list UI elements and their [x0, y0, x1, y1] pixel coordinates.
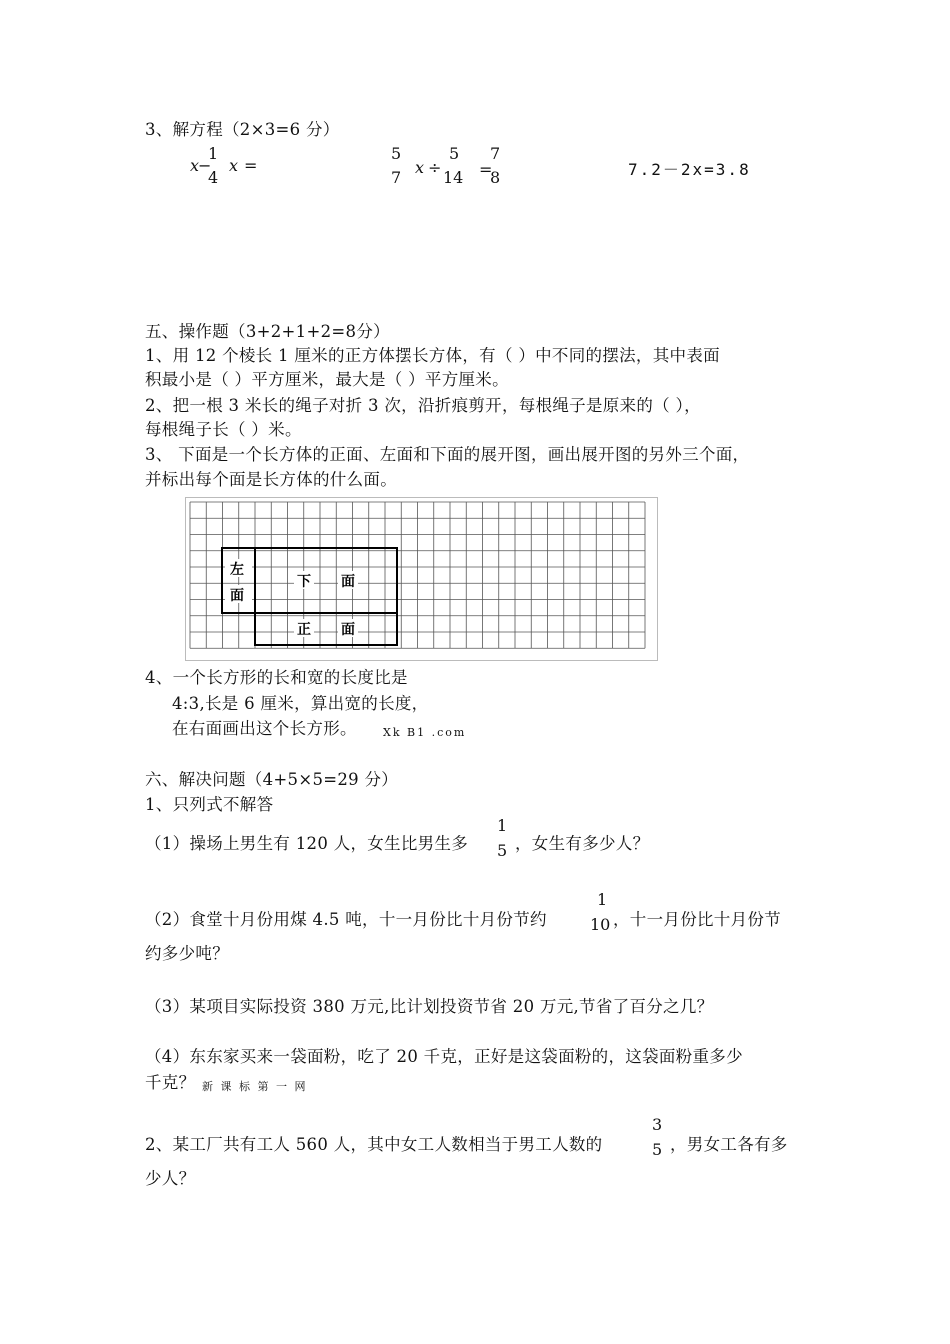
label-front-1: 正: [297, 622, 311, 638]
equation-3: 7.2－2x=3.8: [628, 160, 751, 179]
section5-title-score: 3+2+1+2=8: [245, 322, 357, 341]
label-bottom-1: 下: [297, 574, 311, 590]
eq2-x: x: [415, 158, 425, 177]
unfold-grid: [185, 497, 658, 661]
q6-1-2-pre: （2）食堂十月份用煤 4.5 吨，十一月份比十月份节约: [145, 910, 547, 929]
q6-1-2-num: 1: [597, 890, 608, 909]
q6-1-1-num: 1: [497, 816, 508, 835]
q6-2-line2: 少人？: [145, 1169, 196, 1188]
label-front-2: 面: [341, 622, 355, 638]
q6-2-den: 5: [652, 1140, 663, 1159]
eq1-equals: =: [244, 156, 258, 175]
label-bottom-2: 面: [341, 574, 355, 590]
q5-4-line3: 在右面画出这个长方形。: [172, 719, 357, 738]
eq2-den2: 14: [443, 168, 464, 187]
eq1-den: 4: [208, 168, 219, 187]
eq1-x2: x: [229, 156, 239, 175]
section5-title-post: 分）: [356, 322, 390, 341]
q6-2-num: 3: [652, 1115, 663, 1134]
q6-1-2-line2: 约多少吨？: [145, 944, 229, 963]
section5-title: [145, 318, 390, 342]
q6-1-4-line2: 千克？: [145, 1073, 196, 1092]
grid-border: [186, 498, 658, 661]
q5-3-line1: 3、 下面是一个长方体的正面、左面和下面的展开图，画出展开图的另外三个面，: [145, 445, 750, 464]
q6-1-2-post: ，十一月份比十月份节: [613, 910, 781, 929]
q6-1-2-den: 10: [590, 915, 611, 934]
eq2-num1: 5: [391, 144, 402, 163]
q6-1-sub: 1、只列式不解答: [145, 795, 274, 814]
q6-2-pre: 2、某工厂共有工人 560 人，其中女工人数相当于男工人数的: [145, 1135, 603, 1154]
section5-title-pre: 五、操作题（: [145, 322, 246, 341]
q6-1-1-pre: （1）操场上男生有 120 人，女生比男生多: [145, 834, 469, 853]
q6-1-1-post: ，女生有多少人？: [515, 834, 650, 853]
section6-title: 六、解决问题（4+5×5=29 分）: [145, 770, 399, 789]
q5-1-line1: 1、用 12 个棱长 1 厘米的正方体摆长方体，有（ ）中不同的摆法，其中表面: [145, 346, 720, 365]
q6-1-3: （3）某项目实际投资 380 万元,比计划投资节省 20 万元,节省了百分之几？: [145, 997, 714, 1016]
eq2-num2: 5: [449, 144, 460, 163]
q6-1-1-den: 5: [497, 841, 508, 860]
eq2-num3: 7: [490, 144, 501, 163]
q5-2-line1: 2、把一根 3 米长的绳子对折 3 次，沿折痕剪开，每根绳子是原来的（ ），: [145, 396, 701, 415]
section3-title: 3、解方程（2×3=6 分）: [145, 120, 340, 139]
watermark-xkb: 新 课 标 第 一 网: [202, 1080, 308, 1093]
eq1-num: 1: [208, 144, 219, 163]
eq2-equals: =: [479, 160, 493, 179]
eq2-div: ÷: [428, 158, 442, 177]
q5-2-line2: 每根绳子长（ ）米。: [145, 420, 302, 439]
q6-1-4-line1: （4）东东家买来一袋面粉，吃了 20 千克，正好是这袋面粉的，这袋面粉重多少: [145, 1047, 743, 1066]
eq2-den1: 7: [391, 168, 402, 187]
q5-3-line2: 并标出每个面是长方体的什么面。: [145, 470, 397, 489]
eq1-minus: −: [198, 156, 212, 175]
eq1-x: x: [190, 156, 200, 175]
label-left-2: 面: [230, 588, 244, 604]
eq2-den3: 8: [490, 168, 501, 187]
q5-4-line1: 4、一个长方形的长和宽的长度比是: [145, 668, 408, 687]
q5-4-line2: 4:3,长是 6 厘米，算出宽的长度，: [172, 694, 429, 713]
watermark-xkb1: Xk B1 .com: [383, 726, 467, 739]
label-left-1: 左: [230, 562, 244, 578]
q6-2-post: ，男女工各有多: [670, 1135, 788, 1154]
q5-1-line2: 积最小是（ ）平方厘米，最大是（ ）平方厘米。: [145, 370, 509, 389]
